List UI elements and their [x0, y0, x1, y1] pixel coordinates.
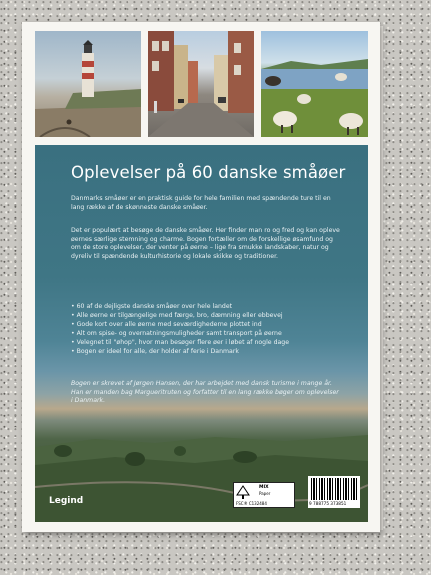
- barcode-bars: [311, 478, 357, 500]
- feature-item: • Bogen er ideel for alle, der holder af ferie i Danmark: [71, 348, 239, 355]
- isbn-barcode: [308, 476, 360, 508]
- feature-item: • Alle øerne er tilgængelige med færge, bro, dæmning eller ebbevej: [71, 312, 283, 319]
- publisher-logo: Legind: [49, 496, 84, 506]
- isbn-number: 9 788775 373851: [309, 501, 347, 506]
- book-back-cover: [22, 22, 380, 532]
- cover-title: Oplevelser på 60 danske småøer: [71, 163, 346, 182]
- lighthouse-photo: [35, 31, 141, 137]
- fsc-code-text: FSC® C132484: [236, 501, 267, 506]
- description-paragraph: Det er populært at besøge de danske småøer. Her finder man ro og fred og kan opleve øernes særlige stemning og charme. Bogen fortæller om de forskellige øsamfund og om de store oplevelser, der venter på øerne – lige fra smukke landskaber, natur og dyreliv til spændende kulturhistorie og lokale skikke og traditioner.: [71, 227, 340, 260]
- village-street-photo: [148, 31, 254, 137]
- intro-paragraph: Danmarks småøer er en praktisk guide for hele familien med spændende ture til en lang række af de skønneste danske småøer.: [71, 195, 331, 211]
- feature-item: • 60 af de dejligste danske småøer over hele landet: [71, 303, 233, 310]
- sheep-meadow-photo: [261, 31, 368, 137]
- feature-item: • Velegnet til "øhop", hvor man besøger flere øer i løbet af nogle dage: [71, 339, 290, 346]
- fsc-label: [233, 482, 295, 508]
- feature-list: [71, 302, 361, 356]
- fsc-mix-text: MIX: [259, 485, 269, 490]
- fsc-tree-icon: [236, 485, 250, 500]
- fsc-paper-text: Paper: [259, 491, 271, 496]
- feature-item: • Gode kort over alle øerne med seværdighederne plottet ind: [71, 321, 262, 328]
- feature-item: • Alt om spise- og overnatningsmuligheder samt transport på øerne: [71, 330, 282, 337]
- teal-text-panel: [35, 145, 368, 522]
- author-paragraph: Bogen er skrevet af Jørgen Hansen, der har arbejdet med dansk turisme i mange år. Han er manden bag Margueritruten og forfatter til en lang række bøger om oplevelser i Danmark.: [71, 380, 339, 405]
